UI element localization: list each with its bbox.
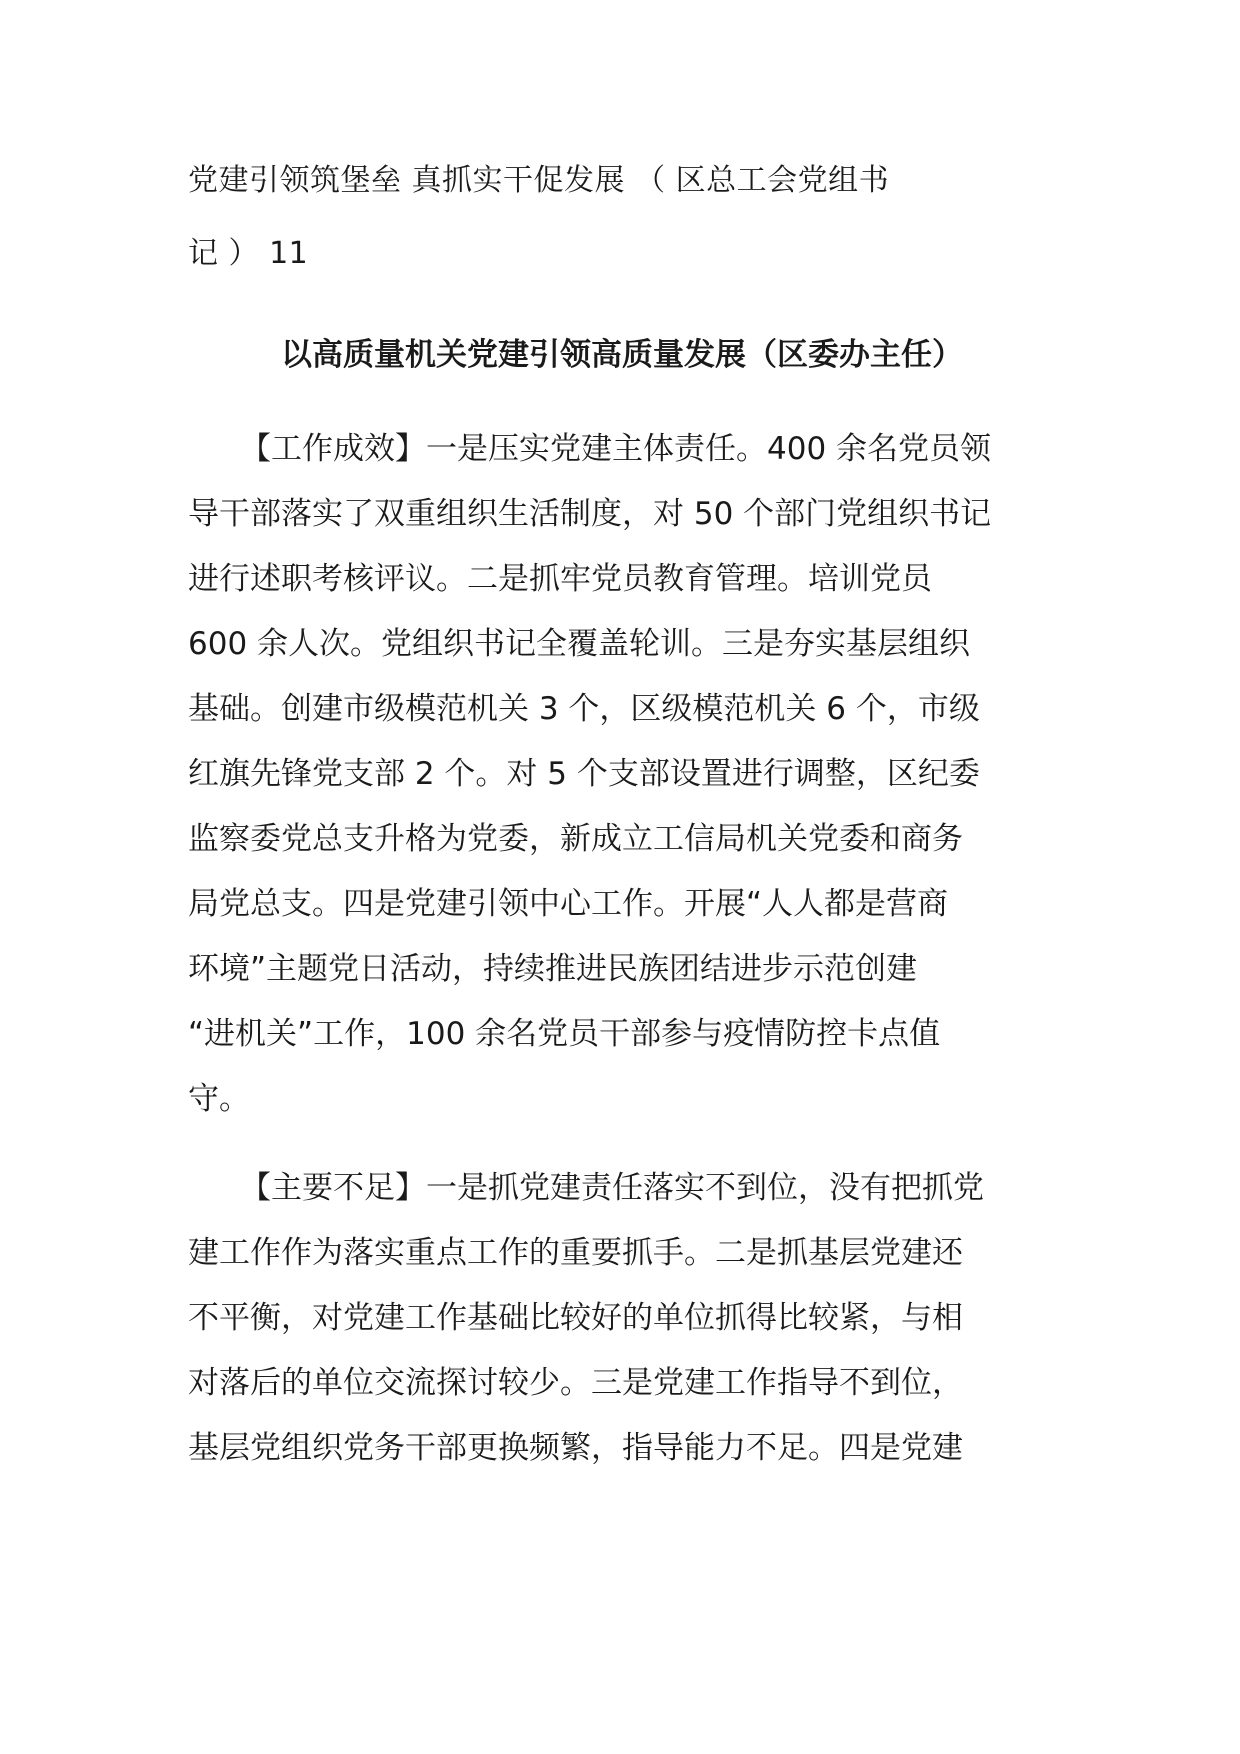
document-title: 以高质量机关党建引领高质量发展（区委办主任） [281, 337, 963, 373]
paragraph-line: 监察委党总支升格为党委，新成立工信局机关党委和商务 [188, 821, 963, 857]
paragraph-line: 基础。创建市级模范机关 3 个，区级模范机关 6 个，市级 [188, 691, 980, 727]
header-line-1: 党建引领筑堡垒 真抓实干促发展 （ 区总工会党组书 [188, 163, 890, 198]
paragraph-line: 守。 [188, 1081, 250, 1117]
paragraph-line: 【工作成效】一是压实党建主体责任。400 余名党员领 [240, 431, 992, 467]
paragraph-main-shortcomings [188, 1171, 1068, 1496]
paragraph-line: 建工作作为落实重点工作的重要抓手。二是抓基层党建还 [188, 1235, 963, 1271]
paragraph-line: 对落后的单位交流探讨较少。三是党建工作指导不到位， [188, 1365, 963, 1401]
paragraph-line: 进行述职考核评议。二是抓牢党员教育管理。培训党员 [188, 561, 932, 597]
paragraph-line: 600 余人次。党组织书记全覆盖轮训。三是夯实基层组织 [188, 626, 971, 662]
paragraph-line: 导干部落实了双重组织生活制度，对 50 个部门党组织书记 [188, 496, 992, 532]
header-block [188, 163, 1068, 312]
paragraph-line: “进机关”工作，100 余名党员干部参与疫情防控卡点值 [188, 1016, 941, 1052]
paragraph-work-results [188, 432, 1068, 1147]
paragraph-line: 不平衡，对党建工作基础比较好的单位抓得比较紧，与相 [188, 1300, 963, 1336]
paragraph-line: 局党总支。四是党建引领中心工作。开展“人人都是营商 [188, 886, 949, 922]
paragraph-line: 【主要不足】一是抓党建责任落实不到位，没有把抓党 [240, 1170, 984, 1206]
paragraph-line: 基层党组织党务干部更换频繁，指导能力不足。四是党建 [188, 1430, 963, 1466]
header-line-2: 记 ） 11 [188, 236, 309, 271]
paragraph-line: 红旗先锋党支部 2 个。对 5 个支部设置进行调整，区纪委 [188, 756, 980, 792]
paragraph-line: 环境”主题党日活动，持续推进民族团结进步示范创建 [188, 951, 918, 987]
